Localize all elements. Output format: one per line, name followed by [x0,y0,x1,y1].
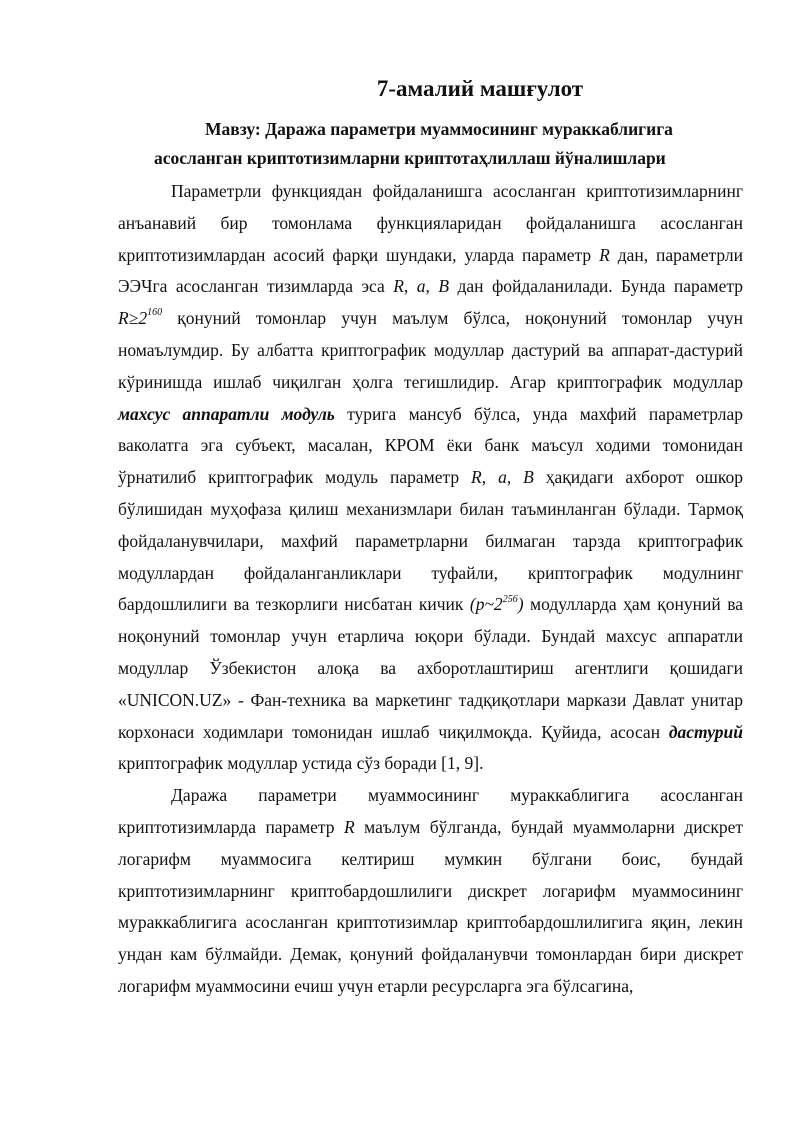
paragraph-1: Параметрли функциядан фойдаланишга асосланган криптотизимларнинг анъанавий бир томонлама функцияларидан фойдаланишга асосланган криптотизимлардан асосий фарқи шундаки, уларда параметр R дан, параметрли ЭЭЧга асосланган тизимларда эса R, a, B дан фойдаланилади. Бунда параметр $R\ge 2^{160}$ қонуний томонлар учун маълум бўлса, ноқонуний томонлар учун номаълумдир. Бу албатта криптографик модуллар дастурий ва аппарат-дастурий кўринишда ишлаб чиқилган ҳолга тегишлидир. Агар криптографик модуллар махсус аппаратли модуль турига мансуб бўлса, унда махфий параметрлар ваколатга эга субъект, масалан, КРОМ ёки банк маъсул ходими томонидан ўрнатилиб криптографик модуль параметр R, a, B ҳақидаги ахборот ошкор бўлишидан муҳофаза қилиш механизмлари билан таъминланган бўлади. Тармоқ фойдаланувчилари, махфий параметрларни билмаган тарзда криптографик модуллардан фойдаланганликлари туфайли, криптографик модулнинг бардошлилиги ва тезкорлиги нисбатан кичик $(p\sim 2^{256})$ модулларда ҳам қонуний ва ноқонуний томонлар учун етарлича юқори бўлади. Бундай махсус аппаратли модуллар Ўзбекистон алоқа ва ахборотлаштириш агентлиги қошидаги «UNICON.UZ» - Фан-техника ва маркетинг тадқиқотлари маркази Давлат унитар корхонаси ходимлари томонидан ишлаб чиқилмоқда. Қуйида, асосан дастурий криптографик модуллар устида сўз боради [1, 9]. [118,181,744,774]
topic-line-2: асосланган криптотизимларни криптотаҳлиллаш йўналишлари [154,148,666,168]
formula-p-approx: $(p\sim 2^{256})$ [469,593,524,615]
paragraph-2: Даража параметри муаммосининг мураккаблигига асосланган криптотизимларда параметр R маълум бўлганда, бундай муаммоларни дискрет логарифм муаммосига келтириш мумкин бўлгани боис, бундай криптотизимларнинг криптобардошлилиги дискрет логарифм муаммосининг мураккаблигига асосланган криптотизимлар криптобардошлилигига яқин, лекин ундан кам бўлмайди. Демак, қонуний фойдаланувчи томонлардан бири дискрет логарифм муаммосини ечиш учун етарли ресурсларга эга бўлсагина, [118,785,743,996]
emphasis-hardware-module: махсус аппаратли модуль [118,403,335,424]
body-text [118,176,743,1003]
emphasis-software: дастурий [668,721,743,742]
topic-line-1: Мавзу: Даража параметри муаммосининг мураккаблигига [205,119,673,139]
formula-r-geq: $R\ge 2^{160}$ [118,307,163,329]
page-title: 7-амалий машғулот [376,76,584,101]
